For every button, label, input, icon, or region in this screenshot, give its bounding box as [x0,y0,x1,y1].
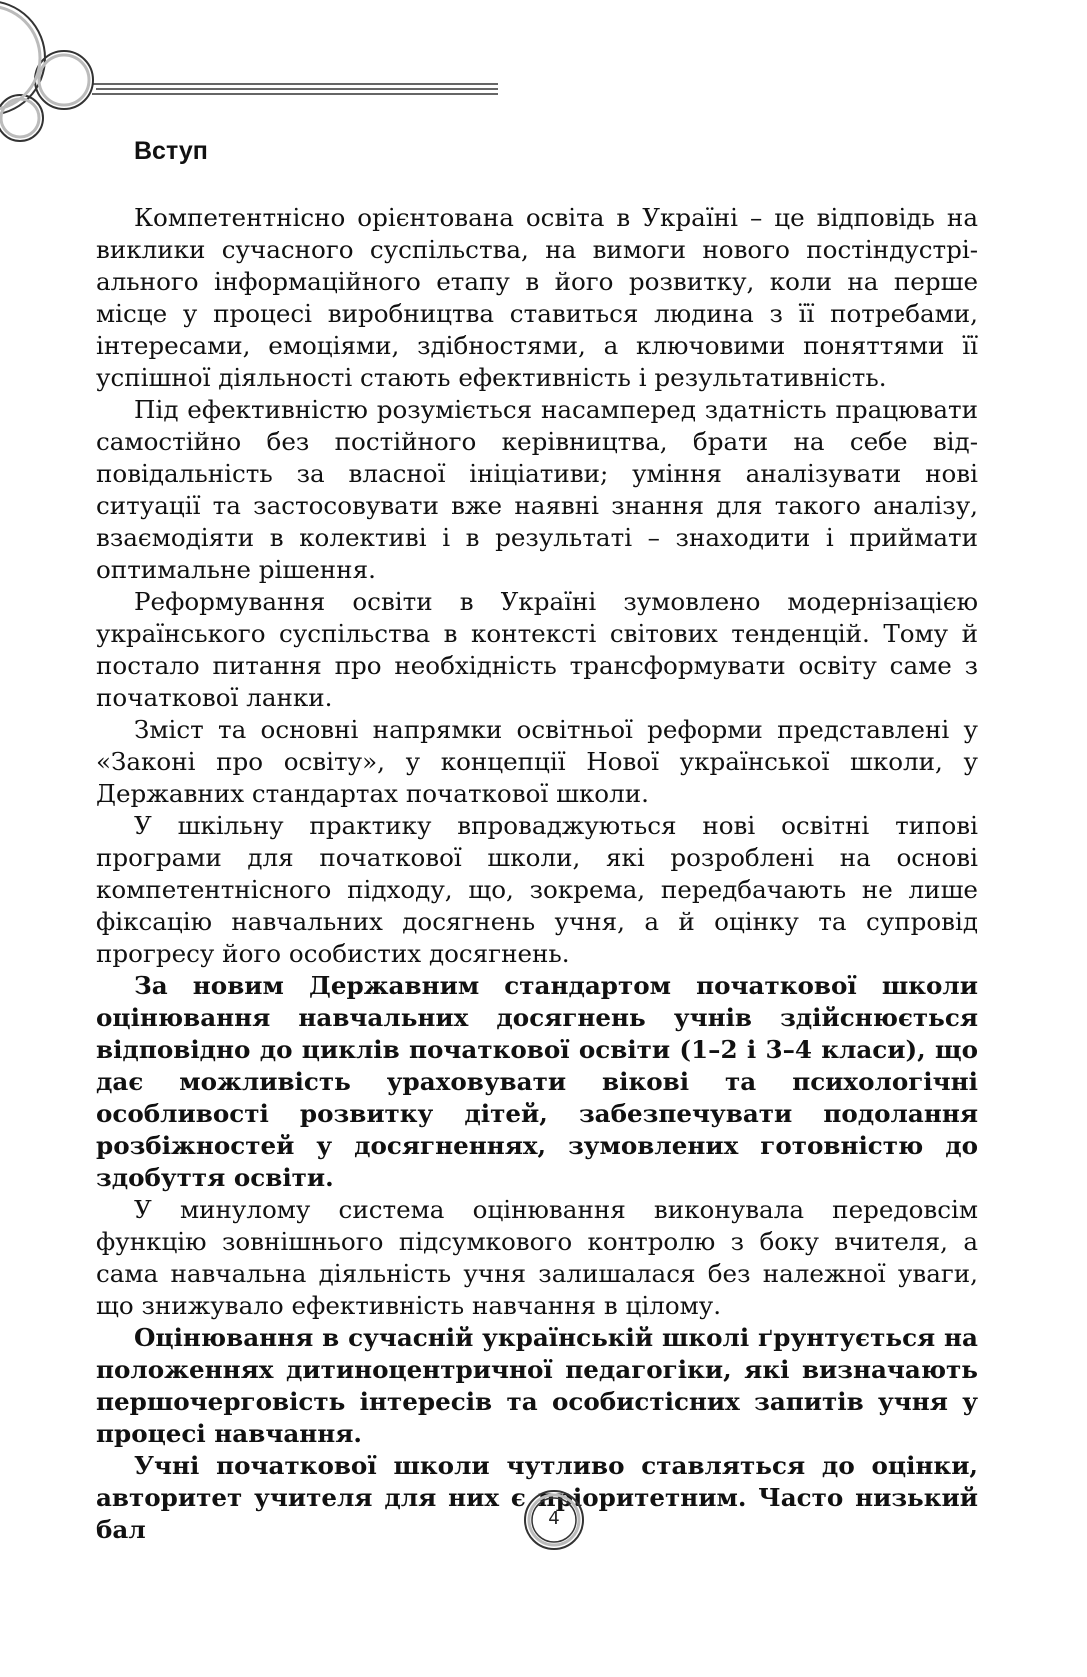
body-text [96,202,978,1546]
paragraph: Під ефективністю розуміється насамперед здатність працювати самостійно без постійного керівництва, брати на себе відповідальність за власної ініціативи; уміння аналізувати нові ситуації та застосовувати вже наявні знання для такого аналізу, взаємодіяти в колективі і в результаті – знаходити і приймати оптимальне рішення. [96,395,978,584]
decor-circle-medium [35,51,93,109]
paragraph: Зміст та основні напрямки освітньої реформи представлені у «Законі про освіту», у концепції Нової української школи, у Державних стандартах початкової школи. [96,715,978,808]
paragraph: У шкільну практику впроваджуються нові освітні типові програми для початкової школи, які розроблені на основі компетентнісного підходу, що, зокрема, передбачають не лише фіксацію навчальних досягнень учня, а й оцінку та супровід прогресу його особистих досягнень. [96,811,978,968]
page-number: 4 [548,1508,560,1529]
paragraph: У минулому система оцінювання виконувала передовсім функцію зовнішнього підсумкового контролю з боку вчителя, а сама навчальна діяльність учня залишалася без належної уваги, що знижувало ефективність навчання в цілому. [96,1195,978,1320]
section-heading: Вступ [134,137,208,165]
header-rule [92,84,498,94]
circles-decoration [0,0,520,160]
paragraph: Реформування освіти в Україні зумовлено модернізацією українського суспільства в контексті світових тенденцій. Тому й постало питання про необхідність трансформувати освіту саме з початкової ланки. [96,587,978,712]
paragraph: За новим Державним стандартом початкової школи оцінювання навчальних досягнень учнів здійснюється відповідно до циклів початкової освіти (1–2 і 3–4 класи), що дає можливість ураховувати вікові та психологічні особливості розвитку дітей, забезпечувати подолання розбіжностей у досягненнях, зумовлених готовністю до здобуття освіти. [96,971,978,1192]
paragraph: Учні початкової школи чутливо ставляться до оцінки, авторитет учителя для них є пріоритетним. Часто низький бал [96,1451,978,1544]
paragraph: Компетентнісно орієнтована освіта в Україні – це відповідь на виклики сучасного суспільства, на вимоги нового постіндустріального інформаційного етапу в його розвитку, коли на перше місце у процесі виробництва ставиться людина з її потребами, інтересами, емоціями, здібностями, а ключовими поняттями її успішної діяльності стають ефективність і результативність. [96,203,978,392]
decor-circle-small [0,95,43,141]
paragraph: Оцінювання в сучасній українській школі ґрунтується на положеннях дитиноцентричної педагогіки, які визначають першочерговість інтересів та особистісних запитів учня у процесі навчання. [96,1323,978,1448]
